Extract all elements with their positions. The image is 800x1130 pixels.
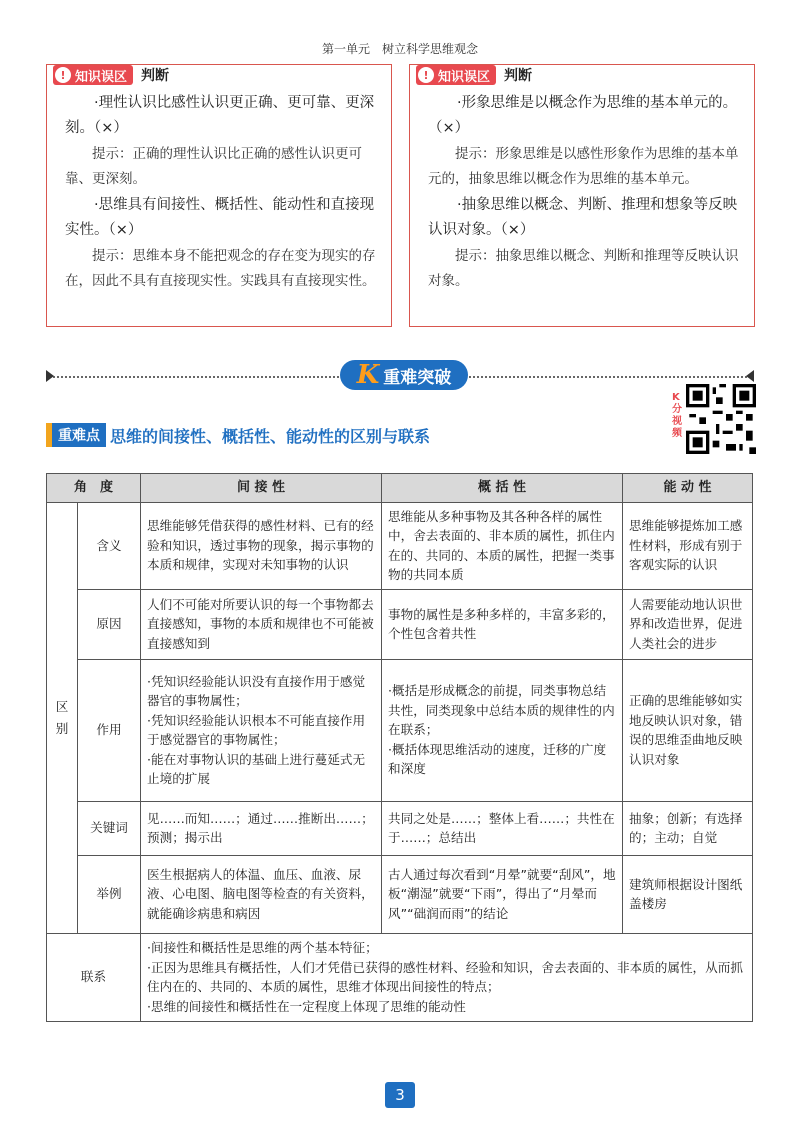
qr-code-icon[interactable] xyxy=(686,384,756,454)
knowledge-badge xyxy=(53,65,133,85)
group-label: 区别 xyxy=(47,502,78,933)
row-label: 原因 xyxy=(78,589,141,659)
box-body xyxy=(428,91,744,295)
cell: 思维能够提炼加工感性材料，形成有别于客观实际的认识 xyxy=(623,502,753,589)
cell: 医生根据病人的体温、血压、血液、尿液、心电图、脑电图等检查的有关资料，就能确诊病患和病因 xyxy=(141,855,382,933)
badge-label: 知识误区 xyxy=(75,69,128,85)
banner-label: 重难突破 xyxy=(383,367,452,388)
cell: 古人通过每次看到“月晕”就要“刮风”，地板“潮湿”就要“下雨”，得出了“月晕而风”“础润而雨”的结论 xyxy=(382,855,623,933)
cell: 共同之处是……；整体上看……；共性在于……；总结出 xyxy=(382,801,623,855)
knowledge-badge xyxy=(416,65,496,85)
cell: 思维能从多种事物及其各种各样的属性中，舍去表面的、非本质的属性，抓住内在的、共同的、本质的属性，把握一类事物的共同本质 xyxy=(382,502,623,589)
knowledge-box-left xyxy=(46,64,392,327)
cell: ·概括是形成概念的前提，同类事物总结共性，同类现象中总结本质的规律性的内在联系； ·概括体现思维活动的速度，迁移的广度和深度 xyxy=(382,659,623,801)
box-title: 判断 xyxy=(141,68,170,84)
statement: ·抽象思维以概念、判断、推理和想象等反映认识对象。（×） xyxy=(428,197,738,238)
statement: ·思维具有间接性、概括性、能动性和直接现实性。（×） xyxy=(65,197,375,238)
knowledge-box-head xyxy=(416,63,532,87)
table-row xyxy=(47,801,753,855)
table-row xyxy=(47,589,753,659)
statement: ·理性认识比感性认识更正确、更可靠、更深刻。（×） xyxy=(65,95,375,136)
key-point-text: 思维的间接性、概括性、能动性的区别与联系 xyxy=(110,426,431,446)
header-indirect: 间 接 性 xyxy=(141,474,382,503)
row-label: 含义 xyxy=(78,502,141,589)
tip: 提示：思维本身不能把观念的存在变为现实的存在，因此不具有直接现实性。实践具有直接现实性。 xyxy=(65,248,376,289)
table-row xyxy=(47,502,753,589)
key-point-badge: 重难点 xyxy=(46,423,106,447)
cell: ·凭知识经验能认识没有直接作用于感觉器官的事物属性； ·凭知识经验能认识根本不可能直接作用于感觉器官的事物属性； ·能在对事物认识的基础上进行蔓延式无止境的扩展 xyxy=(141,659,382,801)
warning-icon: ! xyxy=(418,67,434,83)
cell: 见……而知……；通过……推断出……；预测；揭示出 xyxy=(141,801,382,855)
cell: 人们不可能对所要认识的每一个事物都去直接感知，事物的本质和规律也不可能被直接感知到 xyxy=(141,589,382,659)
table-row xyxy=(47,659,753,801)
box-body xyxy=(65,91,381,295)
row-label: 联系 xyxy=(47,933,141,1021)
cell: 建筑师根据设计图纸盖楼房 xyxy=(623,855,753,933)
row-label: 举例 xyxy=(78,855,141,933)
k-logo-icon: K xyxy=(356,360,380,390)
knowledge-box-head xyxy=(53,63,169,87)
badge-label: 知识误区 xyxy=(438,69,491,85)
table-row xyxy=(47,855,753,933)
header-angle: 角 度 xyxy=(47,474,141,503)
knowledge-box-right xyxy=(409,64,755,327)
box-title: 判断 xyxy=(504,68,533,84)
cell: 思维能够凭借获得的感性材料、已有的经验和知识，透过事物的现象，揭示事物的本质和规律，实现对未知事物的认识 xyxy=(141,502,382,589)
cell: 事物的属性是多种多样的，丰富多彩的，个性包含着共性 xyxy=(382,589,623,659)
table-row xyxy=(47,933,753,1021)
cell: 正确的思维能够如实地反映认识对象，错误的思维歪曲地反映认识对象 xyxy=(623,659,753,801)
comparison-table xyxy=(46,473,753,1022)
section-banner xyxy=(340,360,468,390)
page-header: 第一单元 树立科学思维观念 xyxy=(321,42,478,56)
table-header-row xyxy=(47,474,753,503)
arrow-left-icon xyxy=(46,370,54,382)
key-point-title xyxy=(46,423,430,447)
cell: 抽象；创新；有选择的；主动；自觉 xyxy=(623,801,753,855)
page-number: 3 xyxy=(385,1082,415,1108)
tip: 提示：正确的理性认识比正确的感性认识更可靠、更深刻。 xyxy=(65,146,362,187)
link-cell: ·间接性和概括性是思维的两个基本特征； ·正因为思维具有概括性，人们才凭借已获得的感性材料、经验和知识，舍去表面的、非本质的属性，从而抓住内在的、共同的、本质的属性，思维才体现出间接性的特点； ·思维的间接性和概括性在一定程度上体现了思维的能动性 xyxy=(141,933,753,1021)
warning-icon: ! xyxy=(55,67,71,83)
statement: ·形象思维是以概念作为思维的基本单元的。（×） xyxy=(428,95,738,136)
qr-label: K分视频 xyxy=(672,392,682,439)
row-label: 作用 xyxy=(78,659,141,801)
cell: 人需要能动地认识世界和改造世界，促进人类社会的进步 xyxy=(623,589,753,659)
row-label: 关键词 xyxy=(78,801,141,855)
tip: 提示：形象思维是以感性形象作为思维的基本单元的，抽象思维以概念作为思维的基本单元。 xyxy=(428,146,739,187)
header-general: 概 括 性 xyxy=(382,474,623,503)
arrow-right-icon xyxy=(746,370,754,382)
tip: 提示：抽象思维以概念、判断和推理等反映认识对象。 xyxy=(428,248,739,289)
header-active: 能 动 性 xyxy=(623,474,753,503)
